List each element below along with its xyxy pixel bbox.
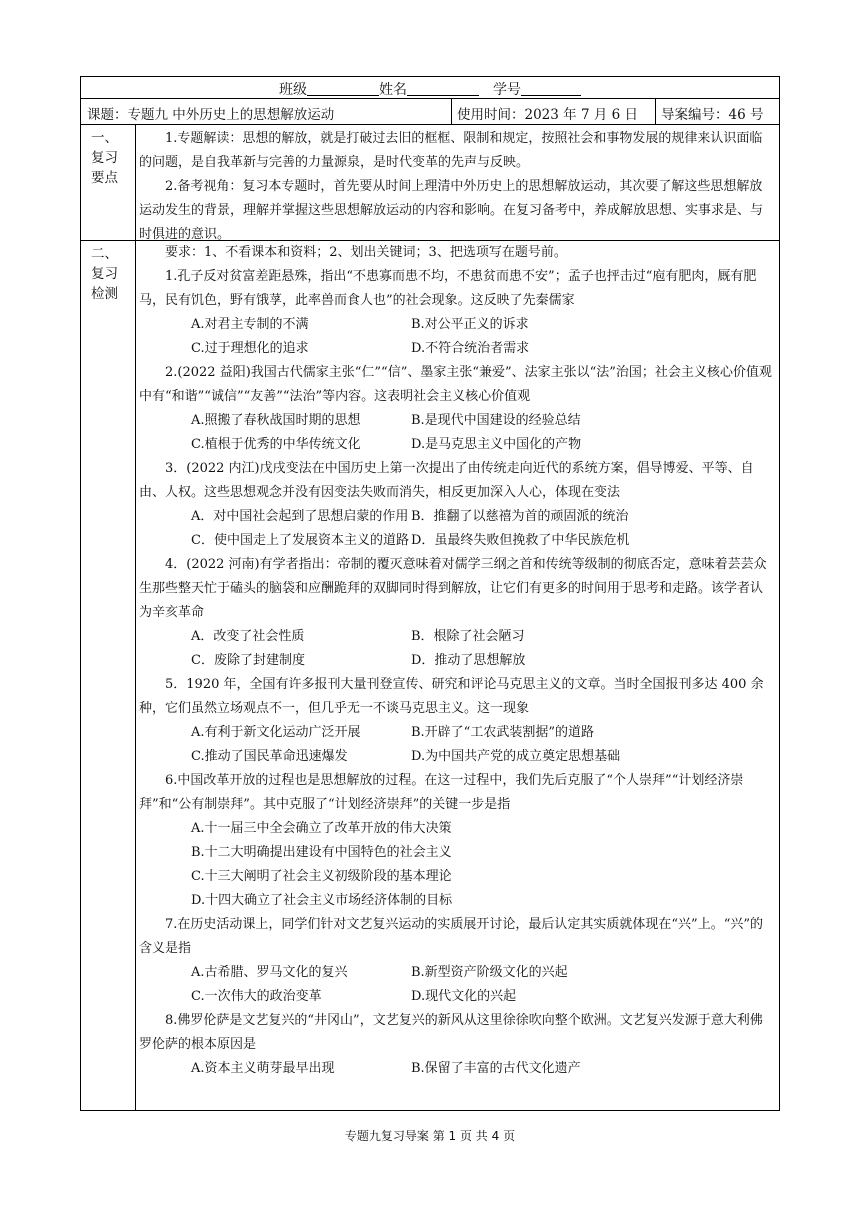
id-label: 学号 (493, 82, 521, 98)
option-c[interactable]: C．废除了封建制度 (191, 653, 305, 668)
worksheet-table (80, 76, 780, 1111)
question-2-stem: 2.(2022 益阳)我国古代儒家主张“仁”“信”、墨家主张“兼爱”、法家主张以“法”治国；社会主义核心价值观中有“和谐”“诚信”“友善”“法治”等内容。这表明社会主义核心价值观 (139, 365, 772, 404)
option-d[interactable]: D．虽最终失败但挽救了中华民族危机 (411, 533, 630, 548)
question-8-stem: 8.佛罗伦萨是文艺复兴的“井冈山”，文艺复兴的新风从这里徐徐吹向整个欧洲。文艺复兴发源于意大利佛罗伦萨的根本原因是 (139, 1013, 763, 1052)
option-b[interactable]: B.十二大明确提出建设有中国特色的社会主义 (191, 845, 452, 860)
option-b[interactable]: B.保留了丰富的古代文化遗产 (411, 1061, 581, 1076)
question-4-stem: 4．(2022 河南)有学者指出：帝制的覆灭意味着对儒学三纲之首和传统等级制的彻底否定，意味着芸芸众生那些整天忙于磕头的脑袋和应酬跪拜的双脚同时得到解放，让它们有更多的时间用于思考和走路。该学者认为辛亥革命 (139, 557, 767, 620)
question-8-options (139, 1057, 773, 1081)
option-a[interactable]: A．对中国社会起到了思想启蒙的作用 (191, 509, 409, 524)
question-7-options (139, 961, 773, 985)
question-5-options (139, 721, 773, 745)
option-d[interactable]: D.是马克思主义中国化的产物 (411, 437, 582, 452)
option-a[interactable]: A．改变了社会性质 (191, 629, 305, 644)
review-test-label: 二、 复习 检测 (91, 246, 118, 302)
option-c[interactable]: C．使中国走上了发展资本主义的道路 (191, 533, 409, 548)
name-label: 姓名 (379, 82, 407, 98)
option-c[interactable]: C.十三大阐明了社会主义初级阶段的基本理论 (191, 869, 452, 884)
name-blank[interactable] (407, 80, 479, 96)
question-4-options (139, 625, 773, 649)
student-info-row (81, 77, 779, 99)
divider (451, 99, 452, 124)
option-a[interactable]: A.资本主义萌芽最早出现 (191, 1061, 335, 1076)
option-a[interactable]: A.对君主专制的不满 (191, 317, 309, 332)
review-points-content (139, 127, 773, 247)
question-6-stem: 6.中国改革开放的过程也是思想解放的过程。在这一过程中，我们先后克服了“个人崇拜”“计划经济崇拜”和“公有制崇拜”。其中克服了“计划经济崇拜”的关键一步是指 (139, 773, 744, 812)
class-blank[interactable] (307, 80, 379, 96)
option-c[interactable]: C.过于理想化的追求 (191, 341, 309, 356)
option-d[interactable]: D.为中国共产党的成立奠定思想基础 (411, 749, 621, 764)
option-c[interactable]: C.植根于优秀的中华传统文化 (191, 437, 361, 452)
option-a[interactable]: A.照搬了春秋战国时期的思想 (191, 413, 361, 428)
id-blank[interactable] (521, 80, 581, 96)
option-a[interactable]: A.古希腊、罗马文化的复兴 (191, 965, 348, 980)
question-7-stem: 7.在历史活动课上，同学们针对文艺复兴运动的实质展开讨论，最后认定其实质就体现在“兴”上。“兴”的含义是指 (139, 917, 763, 956)
option-d[interactable]: D.十四大确立了社会主义市场经济体制的目标 (191, 893, 453, 908)
column-divider (135, 125, 136, 1110)
class-label: 班级 (279, 82, 307, 98)
topic-row (81, 99, 779, 125)
question-5-stem: 5．1920 年，全国有许多报刊大量刊登宣传、研究和评论马克思主义的文章。当时全国报刊多达 400 余种，它们虽然立场观点不一，但几乎无一不谈马克思主义。这一现象 (139, 677, 764, 716)
review-points-label: 一、 复习 要点 (91, 130, 118, 186)
page-footer: 专题九复习导案 第 1 页 共 4 页 (344, 1129, 516, 1143)
topic-title: 课题：专题九 中外历史上的思想解放运动 (87, 107, 335, 123)
option-b[interactable]: B.开辟了“工农武装割据”的道路 (411, 725, 594, 740)
option-a[interactable]: A.十一届三中全会确立了改革开放的伟大决策 (191, 821, 452, 836)
guide-number: 导案编号：46 号 (661, 107, 764, 123)
question-3-options (139, 505, 773, 529)
question-1-stem: 1.孔子反对贫富差距悬殊，指出“不患寡而患不均，不患贫而患不安”；孟子也抨击过“庖有肥肉，厩有肥马，民有饥色，野有饿莩，此率兽而食人也”的社会现象。这反映了先秦儒家 (139, 269, 757, 308)
option-d[interactable]: D.不符合统治者需求 (411, 341, 530, 356)
question-3-stem: 3．(2022 内江)戊戌变法在中国历史上第一次提出了由传统走向近代的系统方案，倡导博爱、平等、自由、人权。这些思想观念并没有因变法失败而消失，相反更加深入人心，体现在变法 (139, 461, 754, 500)
option-a[interactable]: A.有利于新文化运动广泛开展 (191, 725, 361, 740)
review-points-section (81, 125, 779, 241)
option-c[interactable]: C.一次伟大的政治变革 (191, 989, 322, 1004)
question-2-options (139, 409, 773, 433)
option-b[interactable]: B.是现代中国建设的经验总结 (411, 413, 581, 428)
review-test-content (139, 241, 773, 1081)
exam-perspective: 2.备考视角：复习本专题时，首先要从时间上理清中外历史上的思想解放运动，其次要了解这些思想解放运动发生的背景，理解并掌握这些思想解放运动的内容和影响。在复习备考中，养成解放思想、实事求是、与时俱进的意识。 (139, 179, 764, 242)
topic-interpretation: 1.专题解读：思想的解放，就是打破过去旧的框框、限制和规定，按照社会和事物发展的规律来认识面临的问题，是自我革新与完善的力量源泉，是时代变革的先声与反映。 (139, 131, 763, 170)
question-1-options (139, 313, 773, 337)
usage-time: 使用时间：2023 年 7 月 6 日 (457, 107, 638, 123)
option-b[interactable]: B．推翻了以慈禧为首的顽固派的统治 (411, 509, 629, 524)
option-b[interactable]: B．根除了社会陋习 (411, 629, 525, 644)
divider (655, 99, 656, 124)
option-d[interactable]: D．推动了思想解放 (411, 653, 526, 668)
option-b[interactable]: B.对公平正义的诉求 (411, 317, 529, 332)
option-d[interactable]: D.现代文化的兴起 (411, 989, 517, 1004)
option-c[interactable]: C.推动了国民革命迅速爆发 (191, 749, 348, 764)
option-b[interactable]: B.新型资产阶级文化的兴起 (411, 965, 568, 980)
requirement-text: 要求：1、不看课本和资料；2、划出关键词；3、把选项写在题号前。 (165, 245, 567, 260)
